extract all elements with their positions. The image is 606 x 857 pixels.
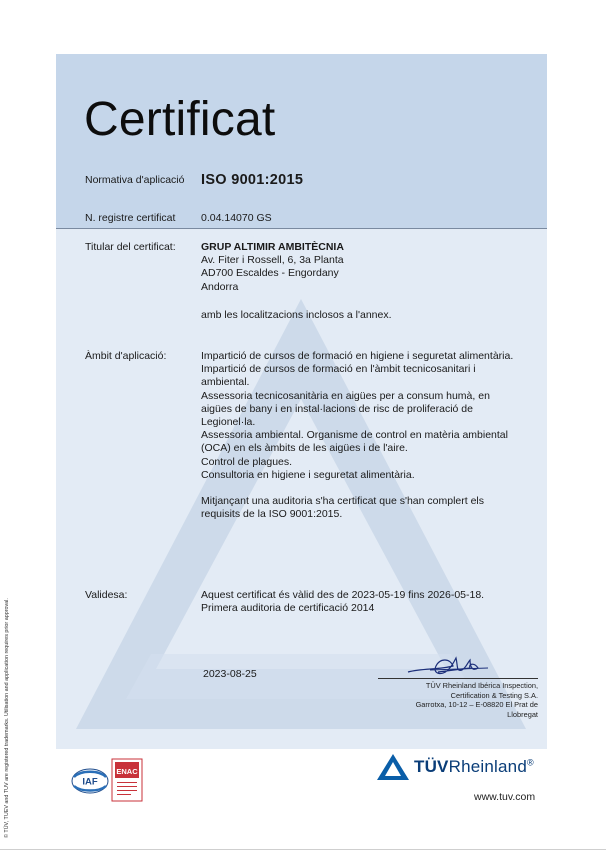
ambit-line: aigües de bany i en instal·lacions de risc de proliferació de — [201, 402, 473, 415]
validesa-line: Primera auditoria de certificació 2014 — [201, 602, 375, 615]
audit-block — [201, 495, 484, 521]
ambit-line: Impartició de cursos de formació en l'àmbit tecnicosanitari i — [201, 363, 476, 376]
validesa-block — [201, 589, 484, 615]
validesa-label: Validesa: — [85, 589, 128, 601]
page-title: Certificat — [84, 93, 276, 146]
audit-line: Mitjançant una auditoria s'ha certificat que s'han complert els — [201, 495, 484, 507]
brand-mark: ® — [526, 757, 534, 768]
address-line: Andorra — [201, 280, 239, 293]
issuer-line: Garrotxa, 10-12 – E-08820 El Prat de — [415, 700, 538, 710]
ambit-line: Consultoria en higiene i seguretat alimentària. — [201, 468, 415, 481]
issuer-line: TÜV Rheinland Ibérica Inspection, — [425, 681, 538, 690]
enac-logo — [111, 758, 143, 802]
ambit-line: Assessoria tecnicosanitària en aigües per a consum humà, en — [201, 389, 490, 402]
titular-note: amb les localitzacions inclosos a l'annex. — [201, 309, 392, 321]
ambit-line: Assessoria ambiental. Organisme de control en matèria ambiental — [201, 429, 508, 442]
issue-date: 2023-08-25 — [203, 668, 257, 680]
normativa-label: Normativa d'aplicació — [85, 174, 185, 186]
signature-line — [378, 678, 538, 679]
issuer-block — [378, 681, 538, 719]
ambit-block — [201, 350, 513, 482]
ambit-line: Impartició de cursos de formació en higiene i seguretat alimentària. — [201, 350, 514, 362]
normativa-value: ISO 9001:2015 — [201, 172, 304, 188]
issuer-line: Certification & Testing S.A. — [450, 690, 538, 700]
brand-bold: TÜV — [414, 757, 449, 776]
registre-label: N. registre certificat — [85, 212, 176, 224]
titular-label: Titular del certificat: — [85, 241, 176, 253]
svg-text:ENAC: ENAC — [116, 767, 138, 776]
tuv-rheinland-brand — [414, 757, 534, 777]
address-line: Av. Fiter i Rossell, 6, 3a Planta — [201, 254, 344, 267]
ambit-line: ambiental. — [201, 376, 250, 389]
ambit-line: Control de plagues. — [201, 455, 293, 468]
brand-regular: Rheinland — [448, 757, 527, 776]
titular-block — [201, 241, 344, 294]
trademark-side-note: © TÜV, TUEV and TUV are registered trademarks. Utilisation and application requires prior approval. — [4, 598, 10, 838]
address-line: AD700 Escaldes - Engordany — [201, 267, 339, 280]
page-bottom-edge — [0, 849, 606, 850]
ambit-line: (OCA) en els àmbits de les aigües i de l'aire. — [201, 442, 408, 455]
registre-value: 0.04.14070 GS — [201, 212, 272, 224]
ambit-line: Legionel·la. — [201, 416, 256, 429]
iaf-logo — [71, 768, 109, 794]
website-link[interactable]: www.tuv.com — [474, 791, 536, 803]
validesa-line: Aquest certificat és vàlid des de 2023-05-19 fins 2026-05-18. — [201, 589, 485, 601]
ambit-label: Àmbit d'aplicació: — [85, 350, 167, 362]
section-divider — [56, 228, 547, 229]
issuer-line: Llobregat — [507, 709, 538, 719]
svg-text:IAF: IAF — [82, 776, 98, 788]
titular-name: GRUP ALTIMIR AMBITÈCNIA — [201, 241, 344, 253]
audit-line: requisits de la ISO 9001:2015. — [201, 508, 343, 521]
